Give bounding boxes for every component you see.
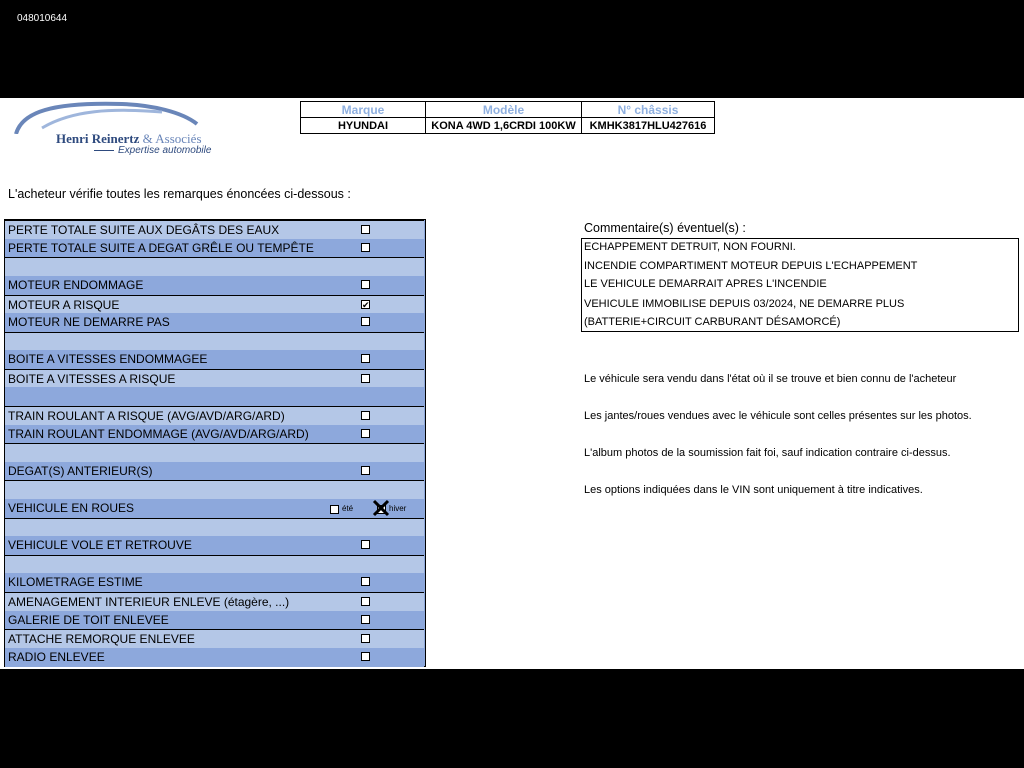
checkbox[interactable] bbox=[361, 540, 370, 549]
row-label: GALERIE DE TOIT ENLEVEE bbox=[8, 613, 169, 627]
checklist-row bbox=[5, 220, 424, 239]
checkbox[interactable] bbox=[361, 615, 370, 624]
comment-line: INCENDIE COMPARTIMENT MOTEUR DEPUIS L'ECHAPPEMENT bbox=[584, 260, 918, 272]
checkbox[interactable] bbox=[361, 411, 370, 420]
checkbox[interactable] bbox=[361, 577, 370, 586]
row-label: VEHICULE VOLE ET RETROUVE bbox=[8, 538, 192, 552]
row-label: TRAIN ROULANT ENDOMMAGE (AVG/AVD/ARG/ARD) bbox=[8, 427, 309, 441]
spacer-row bbox=[5, 518, 424, 537]
checklist-row bbox=[5, 313, 424, 332]
comments-title: Commentaire(s) éventuel(s) : bbox=[584, 221, 746, 235]
header-modele: Modèle bbox=[426, 102, 582, 118]
logo-tagline: Expertise automobile bbox=[94, 145, 211, 156]
checkbox[interactable] bbox=[361, 354, 370, 363]
row-label: RADIO ENLEVEE bbox=[8, 650, 105, 664]
summer-label: été bbox=[342, 504, 354, 513]
header-marque: Marque bbox=[301, 102, 426, 118]
row-label: AMENAGEMENT INTERIEUR ENLEVE (étagère, ...) bbox=[8, 595, 290, 609]
checkbox[interactable] bbox=[361, 634, 370, 643]
spacer-row bbox=[5, 443, 424, 462]
row-label: DEGAT(S) ANTERIEUR(S) bbox=[8, 464, 153, 478]
spacer-row bbox=[5, 387, 424, 406]
value-chassis: KMHK3817HLU427616 bbox=[582, 118, 715, 134]
row-label: KILOMETRAGE ESTIME bbox=[8, 575, 143, 589]
company-logo bbox=[12, 98, 232, 160]
note-text: Les jantes/roues vendues avec le véhicule sont celles présentes sur les photos. bbox=[584, 410, 972, 422]
row-label: PERTE TOTALE SUITE AUX DEGÂTS DES EAUX bbox=[8, 223, 280, 237]
note-text: Les options indiquées dans le VIN sont uniquement à titre indicatives. bbox=[584, 484, 923, 496]
document-sheet bbox=[0, 98, 1024, 669]
checklist-row bbox=[5, 239, 424, 258]
checkbox[interactable] bbox=[361, 280, 370, 289]
checklist-row bbox=[5, 350, 424, 369]
checklist-row bbox=[5, 573, 424, 592]
comment-line: ECHAPPEMENT DETRUIT, NON FOURNI. bbox=[584, 241, 796, 253]
row-label: MOTEUR A RISQUE bbox=[8, 298, 120, 312]
comments-box bbox=[581, 238, 1019, 332]
checklist-row bbox=[5, 611, 424, 630]
row-label: VEHICULE EN ROUES bbox=[8, 501, 135, 515]
checklist-row bbox=[5, 425, 424, 444]
spacer-row bbox=[5, 332, 424, 351]
checklist-row bbox=[5, 369, 424, 388]
header-chassis: N° châssis bbox=[582, 102, 715, 118]
vehicle-info-table bbox=[300, 101, 715, 134]
comment-line: LE VEHICULE DEMARRAIT APRES L'INCENDIE bbox=[584, 278, 827, 290]
checkbox[interactable] bbox=[361, 374, 370, 383]
checkbox[interactable] bbox=[361, 225, 370, 234]
row-label: BOITE A VITESSES ENDOMMAGEE bbox=[8, 352, 208, 366]
spacer-row bbox=[5, 257, 424, 276]
checkbox[interactable] bbox=[361, 652, 370, 661]
row-label: ATTACHE REMORQUE ENLEVEE bbox=[8, 632, 195, 646]
document-id: 048010644 bbox=[17, 13, 68, 24]
row-label: MOTEUR ENDOMMAGE bbox=[8, 278, 144, 292]
spacer-row bbox=[5, 555, 424, 574]
row-label: PERTE TOTALE SUITE A DEGAT GRÊLE OU TEMPÊTE bbox=[8, 241, 314, 255]
winter-label: hiver bbox=[389, 504, 407, 513]
checklist-row bbox=[5, 295, 424, 314]
logo-name: Henri Reinertz & Associés bbox=[56, 131, 202, 146]
checkbox[interactable] bbox=[361, 243, 370, 252]
checklist-row bbox=[5, 629, 424, 648]
row-label: BOITE A VITESSES A RISQUE bbox=[8, 372, 176, 386]
checklist-row bbox=[5, 406, 424, 425]
checkbox[interactable]: ✔ bbox=[362, 300, 370, 310]
value-marque: HYUNDAI bbox=[301, 118, 426, 134]
car-swoosh-icon bbox=[12, 98, 212, 134]
comment-line: VEHICULE IMMOBILISE DEPUIS 03/2024, NE DEMARRE PLUS bbox=[584, 298, 905, 310]
note-text: Le véhicule sera vendu dans l'état où il se trouve et bien connu de l'acheteur bbox=[584, 373, 957, 385]
intro-text: L'acheteur vérifie toutes les remarques énoncées ci-dessous : bbox=[8, 187, 351, 201]
summer-tires-checkbox[interactable] bbox=[330, 505, 339, 514]
checklist-row bbox=[5, 499, 424, 518]
checklist-row bbox=[5, 276, 424, 295]
spacer-row bbox=[5, 480, 424, 499]
checklist-row bbox=[5, 648, 424, 667]
checkbox[interactable] bbox=[361, 429, 370, 438]
cross-mark-icon bbox=[372, 499, 390, 517]
row-label: MOTEUR NE DEMARRE PAS bbox=[8, 315, 170, 329]
comment-line: (BATTERIE+CIRCUIT CARBURANT DÉSAMORCÉ) bbox=[584, 316, 841, 328]
note-text: L'album photos de la soumission fait foi, sauf indication contraire ci-dessus. bbox=[584, 447, 951, 459]
checklist-row bbox=[5, 536, 424, 555]
checklist-row bbox=[5, 462, 424, 481]
checkbox[interactable] bbox=[361, 597, 370, 606]
checklist-table bbox=[4, 219, 426, 667]
checklist-row bbox=[5, 592, 424, 611]
checkbox[interactable] bbox=[361, 317, 370, 326]
value-modele: KONA 4WD 1,6CRDI 100KW bbox=[426, 118, 582, 134]
checkbox[interactable] bbox=[361, 466, 370, 475]
row-label: TRAIN ROULANT A RISQUE (AVG/AVD/ARG/ARD) bbox=[8, 409, 285, 423]
